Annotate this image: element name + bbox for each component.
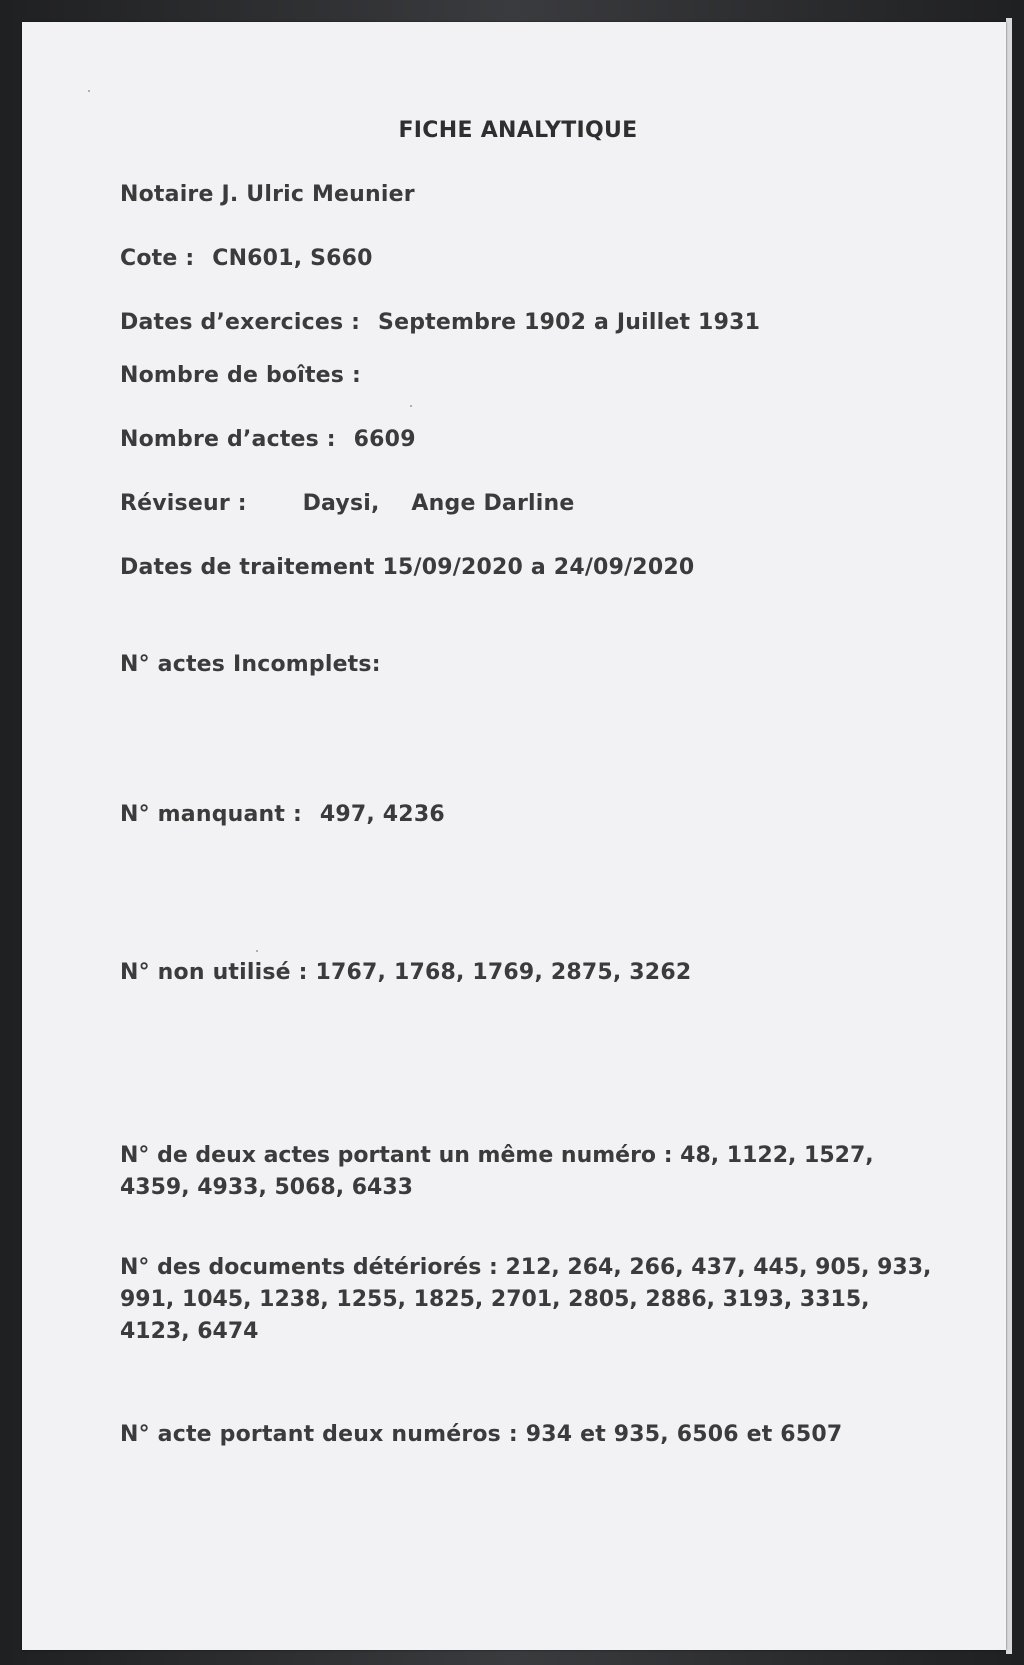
nombre-actes-label: Nombre d’actes : (120, 427, 336, 452)
dates-traitement-line (120, 555, 694, 580)
deux-actes-label: N° de deux actes portant un même numéro : (120, 1143, 673, 1168)
nombre-boites-line (120, 363, 361, 388)
actes-incomplets-line (120, 652, 381, 677)
deux-actes-line-1 (120, 1140, 920, 1172)
deteriores-line-1 (120, 1252, 940, 1284)
deteriores-line-3: 4123, 6474 (120, 1319, 259, 1344)
manquant-value: 497, 4236 (319, 802, 445, 827)
nombre-actes-line (120, 427, 416, 452)
dates-exercices-label: Dates d’exercices : (120, 310, 361, 335)
deux-numeros-value: 934 et 935, 6506 et 6507 (525, 1422, 843, 1447)
document-title: FICHE ANALYTIQUE (398, 118, 638, 143)
dates-traitement-label: Dates de traitement (120, 555, 375, 580)
manquant-line (120, 802, 445, 827)
deux-numeros-line (120, 1422, 842, 1447)
cote-value: CN601, S660 (212, 246, 373, 271)
scan-speck (256, 950, 258, 952)
reviseur-second: Ange Darline (411, 491, 575, 516)
deteriores-label: N° des documents détériorés : (120, 1255, 498, 1280)
reviseur-label: Réviseur : (120, 491, 247, 516)
cote-line (120, 246, 373, 271)
deux-numeros-label: N° acte portant deux numéros : (120, 1422, 518, 1447)
deux-actes-value-1: 48, 1122, 1527, (680, 1143, 874, 1168)
deteriores-line-2: 991, 1045, 1238, 1255, 1825, 2701, 2805, 2886, 3193, 3315, (120, 1287, 870, 1312)
dates-traitement-value: 15/09/2020 a 24/09/2020 (382, 555, 695, 580)
reviseur-line (120, 491, 574, 516)
non-utilise-label: N° non utilisé : (120, 960, 308, 985)
reviseur-first: Daysi, (302, 491, 380, 516)
non-utilise-line (120, 960, 691, 985)
non-utilise-value: 1767, 1768, 1769, 2875, 3262 (315, 960, 692, 985)
cote-label: Cote : (120, 246, 195, 271)
deteriores-value-1: 212, 264, 266, 437, 445, 905, 933, (505, 1255, 932, 1280)
deux-actes-line-2: 4359, 4933, 5068, 6433 (120, 1175, 413, 1200)
notaire-line (120, 182, 415, 207)
dates-exercices-line (120, 310, 760, 335)
deteriores-block (120, 1252, 940, 1348)
notaire-text: Notaire J. Ulric Meunier (120, 182, 415, 207)
manquant-label: N° manquant : (120, 802, 302, 827)
dates-exercices-value: Septembre 1902 a Juillet 1931 (378, 310, 761, 335)
scan-speck (88, 90, 90, 92)
page-edge (1006, 18, 1012, 1654)
deux-actes-block (120, 1140, 920, 1204)
scan-speck (410, 405, 412, 407)
nombre-boites-label: Nombre de boîtes : (120, 363, 361, 388)
actes-incomplets-label: N° actes Incomplets: (120, 652, 381, 677)
nombre-actes-value: 6609 (353, 427, 416, 452)
